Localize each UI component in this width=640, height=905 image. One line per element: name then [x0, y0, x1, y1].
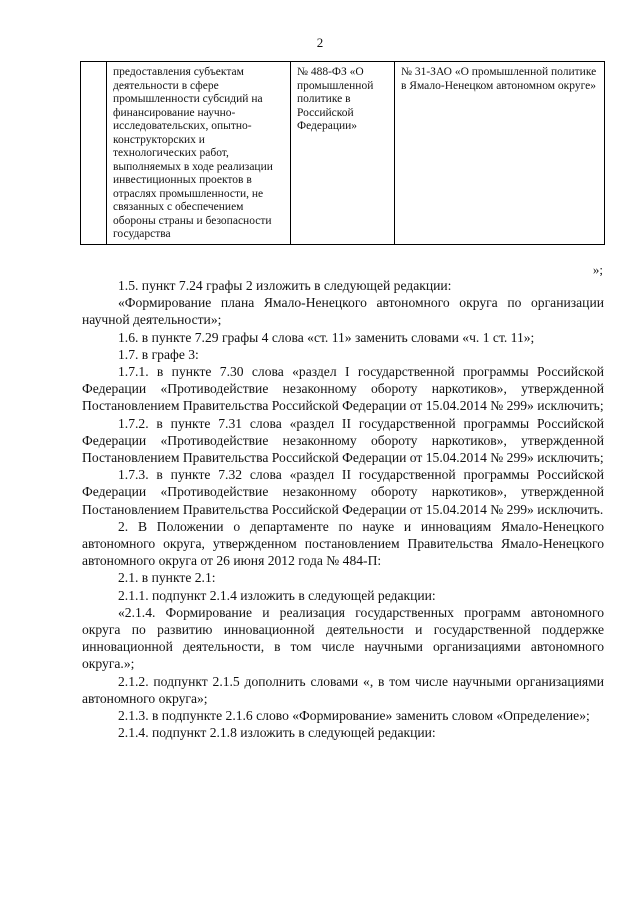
cell-number — [81, 62, 107, 245]
paragraph-quote-formation: «Формирование плана Ямало-Ненецкого автономного округа по организации научной деятельности»; — [82, 295, 604, 328]
legal-table — [80, 61, 605, 245]
document-body — [82, 277, 604, 741]
cell-federal-law: № 488-ФЗ «О промышленной политике в Российской Федерации» — [291, 62, 395, 245]
paragraph-1-6: 1.6. в пункте 7.29 графы 4 слова «ст. 11» заменить словами «ч. 1 ст. 11»; — [118, 329, 535, 345]
cell-description: предоставления субъектам деятельности в сфере промышленности субсидий на финансирование научно-исследовательских, опытно-конструкторских и технологических работ, выполняемых в ходе реализации инвестиционных проектов в отраслях промышленности, не связанных с обеспечением обороны страны и безопасности государства — [107, 62, 291, 245]
paragraph-2-1-4: 2.1.4. подпункт 2.1.8 изложить в следующей редакции: — [118, 725, 436, 741]
table-closing-mark: »; — [592, 262, 603, 277]
paragraph-1-7: 1.7. в графе 3: — [118, 346, 199, 362]
cell-regional-law: № 31-ЗАО «О промышленной политике в Ямало-Ненецком автономном округе» — [395, 62, 605, 245]
paragraph-1-5: 1.5. пункт 7.24 графы 2 изложить в следующей редакции: — [118, 278, 452, 293]
paragraph-2: 2. В Положении о департаменте по науке и инновациям Ямало-Ненецкого автономного округа, утвержденном постановлением Правительства Ямало-Ненецкого автономного округа от 26 июня 2012 года № 484-П: — [82, 518, 604, 569]
paragraph-1-7-1: 1.7.1. в пункте 7.30 слова «раздел I государственной программы Российской Федерации «Противодействие незаконному обороту наркотиков», утвержденной Постановлением Правительства Российской Федерации от 15.04.2014 № 299» исключить; — [82, 364, 604, 414]
paragraph-2-1-2: 2.1.2. подпункт 2.1.5 дополнить словами «, в том числе научными организациями автономного округа»; — [82, 673, 604, 706]
paragraph-2-1-3: 2.1.3. в подпункте 2.1.6 слово «Формирование» заменить словом «Определение»; — [118, 708, 590, 724]
paragraph-2-1-1: 2.1.1. подпункт 2.1.4 изложить в следующей редакции: — [118, 587, 436, 603]
page-number: 2 — [316, 35, 324, 50]
paragraph-1-7-3: 1.7.3. в пункте 7.32 слова «раздел II государственной программы Российской Федерации «Противодействие незаконному обороту наркотиков», утвержденной Постановлением Правительства Российской Федерации от 15.04.2014 № 299» исключить. — [82, 467, 604, 517]
paragraph-quote-2-1-4: «2.1.4. Формирование и реализация государственных программ автономного округа по развитию инновационной деятельности и государственной поддержке инновационной деятельности, в том числе научными организациями автономного округа.»; — [82, 604, 604, 672]
table-row — [81, 62, 605, 245]
paragraph-2-1: 2.1. в пункте 2.1: — [118, 570, 216, 586]
paragraph-1-7-2: 1.7.2. в пункте 7.31 слова «раздел II государственной программы Российской Федерации «Противодействие незаконному обороту наркотиков», утвержденной Постановлением Правительства Российской Федерации от 15.04.2014 № 299» исключить; — [82, 415, 604, 466]
